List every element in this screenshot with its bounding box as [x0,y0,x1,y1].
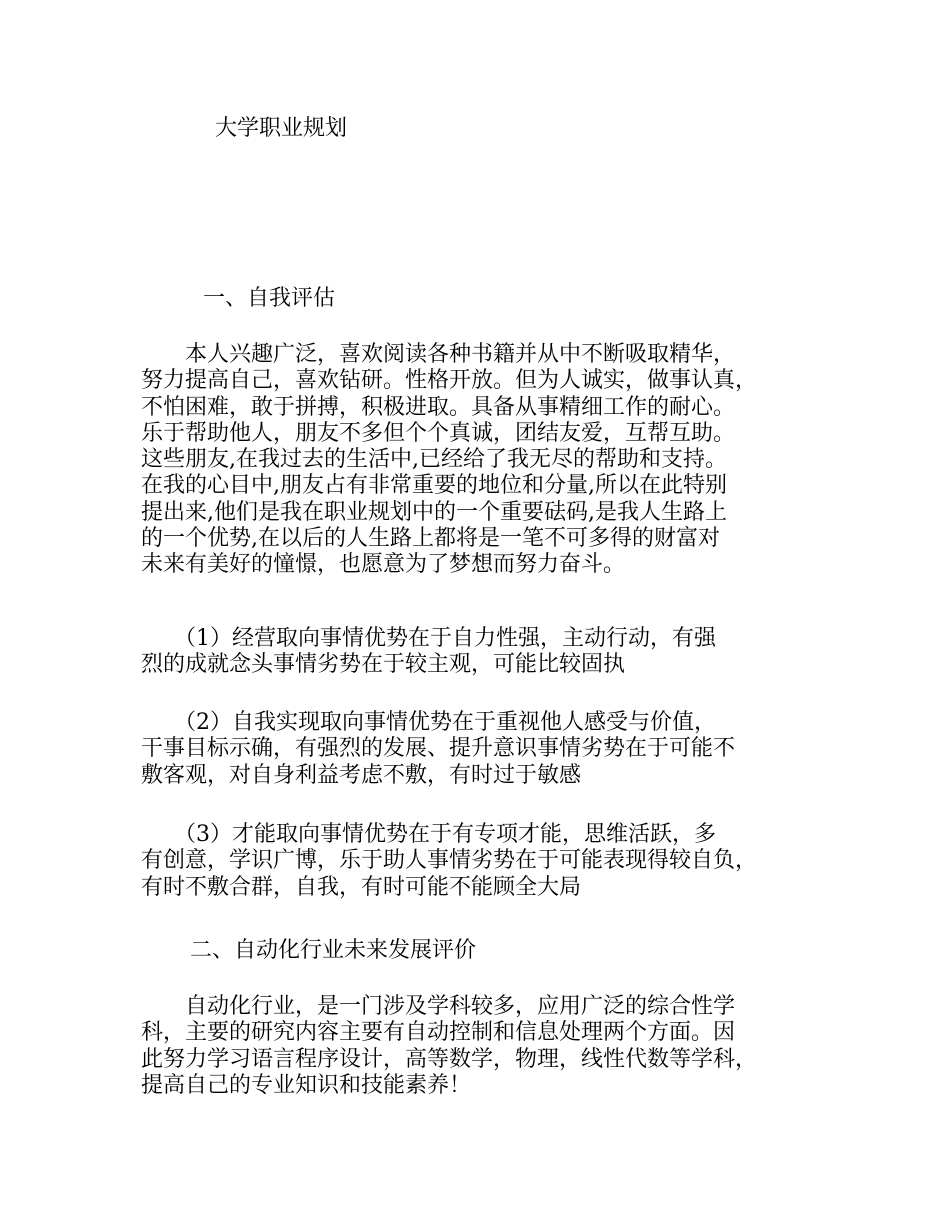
document-title: 大学职业规划 [215,116,348,141]
paragraph-line: 干事目标示确，有强烈的发展、提升意识事情劣势在于可能不 [141,736,736,762]
paragraph-line: 有时不敷合群，自我，有时可能不能顾全大局 [141,874,582,900]
paragraph-line: 提高自己的专业知识和技能素养！ [141,1072,472,1098]
paragraph-line: （2）自我实现取向事情优势在于重视他人感受与价值， [141,710,716,735]
paragraph-line: 此努力学习语言程序设计，高等数学，物理，线性代数等学科， [141,1046,758,1072]
paragraph-orientation-2 [141,710,831,789]
paragraph-self-assessment [141,342,831,579]
paragraph-line: 乐于帮助他人，朋友不多但个个真诚，团结友爱，互帮互助。 [141,420,736,446]
paragraph-line: 提出来,他们是我在职业规划中的一个重要砝码,是我人生路上 [141,499,727,525]
paragraph-line: 不怕困难，敢于拼搏，积极进取。具备从事精细工作的耐心。 [141,394,736,420]
paragraph-orientation-3 [141,822,831,901]
paragraph-line: 有创意，学识广博，乐于助人事情劣势在于可能表现得较自负， [141,848,758,874]
paragraph-orientation-1 [141,626,831,679]
paragraph-line: 敷客观，对自身利益考虑不敷，有时过于敏感 [141,762,582,788]
section-heading-industry-outlook: 二、自动化行业未来发展评价 [190,938,477,963]
paragraph-line: 自动化行业，是一门涉及学科较多，应用广泛的综合性学 [141,994,736,1019]
paragraph-line: 这些朋友,在我过去的生活中,已经给了我无尽的帮助和支持。 [141,447,727,473]
paragraph-industry-outlook [141,994,831,1099]
paragraph-line: 未来有美好的憧憬，也愿意为了梦想而努力奋斗。 [141,552,626,578]
paragraph-line: 烈的成就念头事情劣势在于较主观，可能比较固执 [141,652,626,678]
paragraph-line: （3）才能取向事情优势在于有专项才能，思维活跃，多 [141,822,716,847]
section-heading-self-assessment: 一、自我评估 [203,286,336,311]
paragraph-line: 本人兴趣广泛，喜欢阅读各种书籍并从中不断吸取精华， [141,342,736,367]
paragraph-line: 的一个优势,在以后的人生路上都将是一笔不可多得的财富对 [141,526,720,552]
paragraph-line: 在我的心目中,朋友占有非常重要的地位和分量,所以在此特别 [141,473,727,499]
paragraph-line: （1）经营取向事情优势在于自力性强，主动行动，有强 [141,626,716,651]
paragraph-line: 努力提高自己，喜欢钻研。性格开放。但为人诚实，做事认真， [141,368,758,394]
paragraph-line: 科，主要的研究内容主要有自动控制和信息处理两个方面。因 [141,1020,736,1046]
